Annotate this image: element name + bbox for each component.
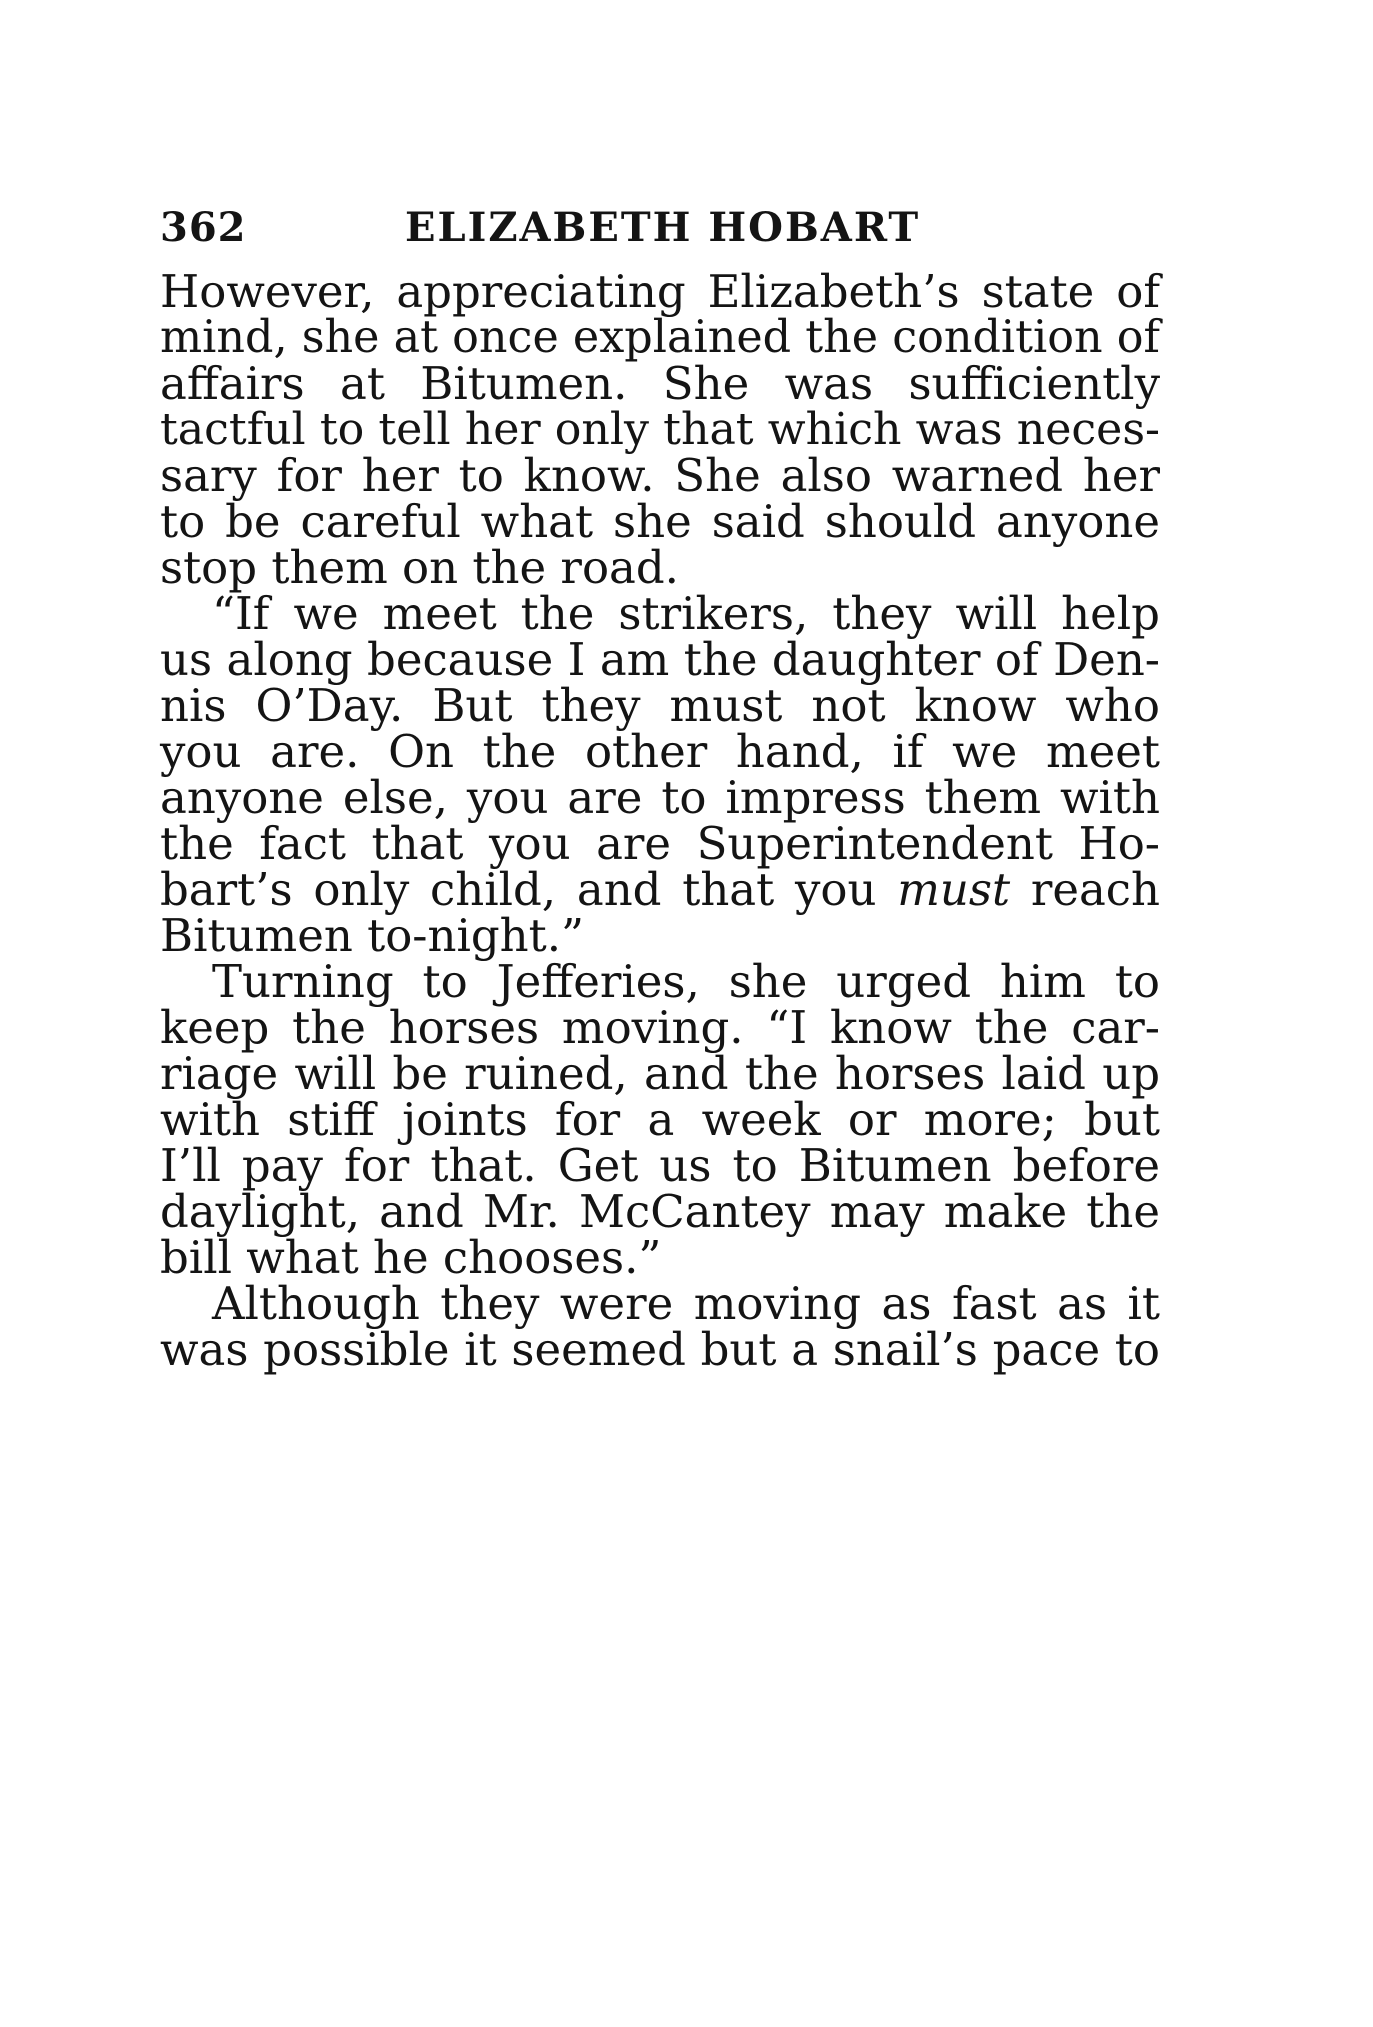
- text-line: daylight, and Mr. McCantey may make the: [160, 1185, 1160, 1238]
- text-line: Although they were moving as fast as it: [212, 1277, 1160, 1330]
- text-segment: reach: [1010, 863, 1160, 916]
- running-head: [160, 198, 1160, 258]
- text-line: anyone else, you are to impress them with: [160, 771, 1160, 824]
- text-line: keep the horses moving. “I know the car-: [160, 1001, 1160, 1054]
- text-line: the fact that you are Superintendent Ho-: [160, 817, 1160, 870]
- emphasized-word: must: [897, 863, 1011, 916]
- text-line: However, appreciating Elizabeth’s state of: [160, 265, 1160, 318]
- text-line: Turning to Jefferies, she urged him to: [212, 955, 1160, 1008]
- text-line: I’ll pay for that. Get us to Bitumen before: [160, 1139, 1160, 1192]
- text-line: riage will be ruined, and the horses laid up: [160, 1047, 1160, 1100]
- text-line: “If we meet the strikers, they will help: [212, 587, 1160, 640]
- text-line: tactful to tell her only that which was neces-: [160, 404, 1160, 455]
- text-segment: bart’s only child, and that you: [160, 863, 898, 916]
- text-line: to be careful what she said should anyone: [160, 495, 1160, 548]
- page-number: 362: [160, 204, 247, 251]
- text-line: with stiff joints for a week or more; but: [160, 1093, 1160, 1146]
- text-line: mind, she at once explained the condition of: [160, 312, 1160, 363]
- text-line: us along because I am the daughter of Den-: [160, 633, 1160, 686]
- text-line: nis O’Day. But they must not know who: [160, 679, 1160, 732]
- text-line: was possible it seemed but a snail’s pace to: [160, 1323, 1160, 1376]
- text-line: stop them on the road.: [160, 541, 679, 594]
- text-line: affairs at Bitumen. She was sufficiently: [160, 357, 1160, 410]
- text-line: sary for her to know. She also warned her: [160, 449, 1160, 502]
- book-title: ELIZABETH HOBART: [405, 204, 921, 251]
- text-line: Bitumen to-night.”: [160, 909, 585, 962]
- text-line: you are. On the other hand, if we meet: [160, 725, 1160, 778]
- text-line: bill what he chooses.”: [160, 1231, 662, 1284]
